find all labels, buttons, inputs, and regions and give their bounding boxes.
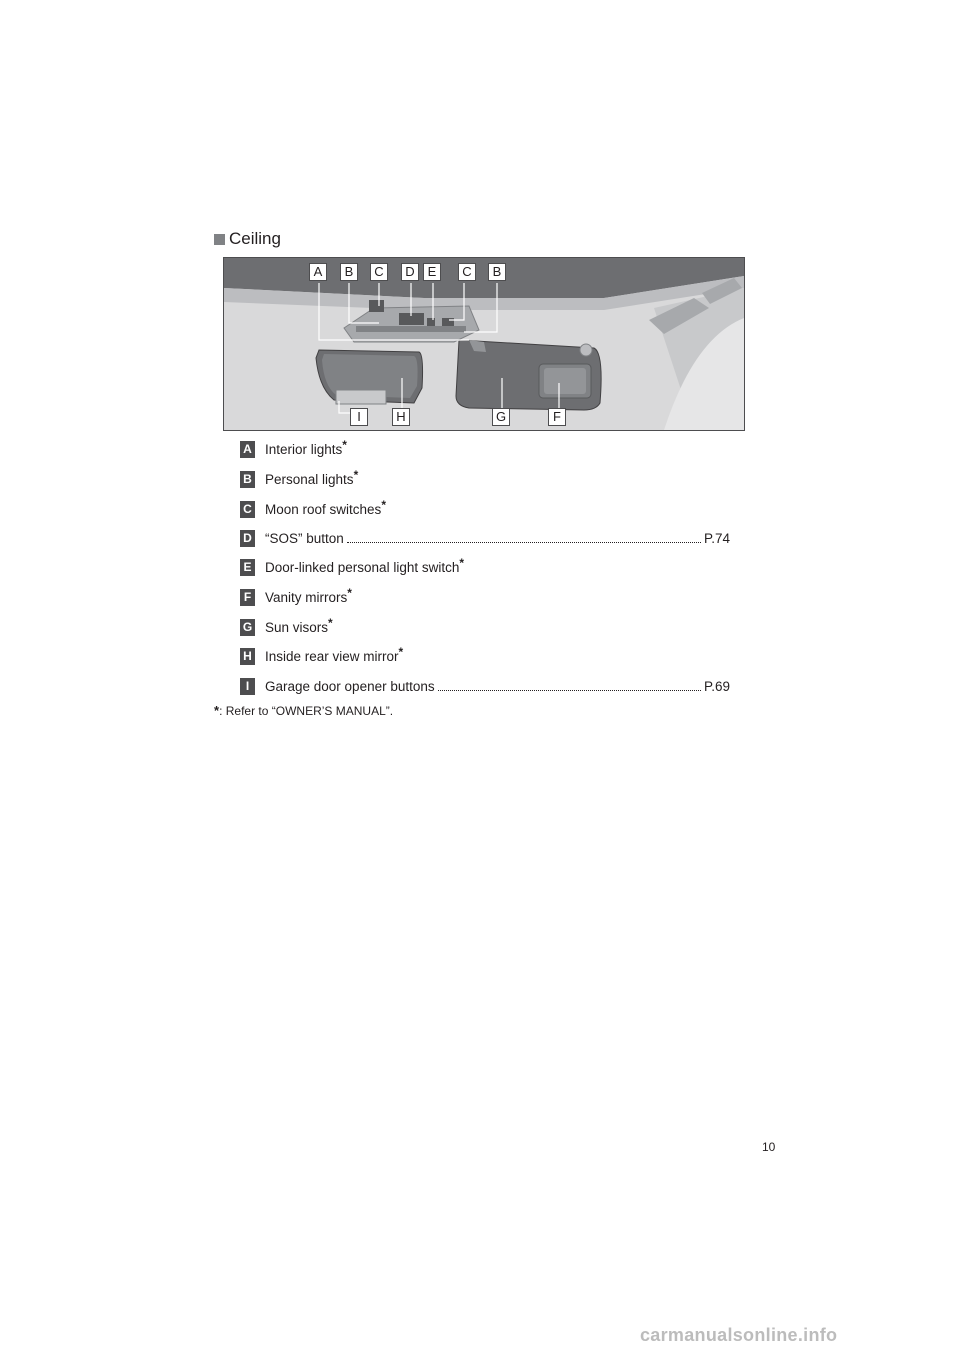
watermark: carmanualsonline.info xyxy=(640,1325,838,1345)
item-label: “SOS” button xyxy=(265,530,344,546)
item-label: Door-linked personal light switch* xyxy=(265,555,465,575)
item-letter-badge: A xyxy=(240,441,255,458)
heading-square-icon xyxy=(214,234,225,245)
list-item xyxy=(240,527,730,549)
callout-C: C xyxy=(370,263,388,281)
list-item xyxy=(240,645,730,667)
item-label: Garage door opener buttons xyxy=(265,678,435,694)
list-item xyxy=(240,468,730,490)
item-letter-badge: G xyxy=(240,619,255,636)
callout-C: C xyxy=(458,263,476,281)
list-item xyxy=(240,498,730,520)
item-label: Moon roof switches* xyxy=(265,497,386,517)
item-label: Interior lights* xyxy=(265,437,347,457)
ceiling-illustration xyxy=(223,257,745,431)
item-letter-badge: E xyxy=(240,559,255,576)
callout-F: F xyxy=(548,408,566,426)
item-letter-badge: H xyxy=(240,648,255,665)
list-item xyxy=(240,616,730,638)
section-title: Ceiling xyxy=(229,229,281,248)
page-number: 10 xyxy=(762,1140,776,1154)
callout-D: D xyxy=(401,263,419,281)
page-reference-link[interactable]: P.74 xyxy=(703,530,730,546)
dot-leader xyxy=(438,690,701,691)
list-item xyxy=(240,556,730,578)
callout-G: G xyxy=(492,408,510,426)
ceiling-drawing xyxy=(224,258,744,430)
item-label: Vanity mirrors* xyxy=(265,585,352,605)
item-label: Personal lights* xyxy=(265,467,359,487)
list-item xyxy=(240,586,730,608)
footnote-text: : Refer to “OWNER’S MANUAL”. xyxy=(219,704,394,718)
footnote-star: * xyxy=(214,703,220,718)
item-letter-badge: F xyxy=(240,589,255,606)
callout-B: B xyxy=(340,263,358,281)
callout-A: A xyxy=(309,263,327,281)
item-letter-badge: I xyxy=(240,678,255,695)
callout-I: I xyxy=(350,408,368,426)
list-item xyxy=(240,438,730,460)
list-item xyxy=(240,675,730,697)
section-heading xyxy=(214,229,281,249)
dot-leader xyxy=(347,542,701,543)
item-letter-badge: B xyxy=(240,471,255,488)
callout-B: B xyxy=(488,263,506,281)
item-label: Sun visors* xyxy=(265,615,333,635)
page-reference-link[interactable]: P.69 xyxy=(703,678,730,694)
item-letter-badge: D xyxy=(240,530,255,547)
callout-E: E xyxy=(423,263,441,281)
footnote xyxy=(214,703,393,718)
item-letter-badge: C xyxy=(240,501,255,518)
item-label: Inside rear view mirror* xyxy=(265,644,404,664)
callout-H: H xyxy=(392,408,410,426)
